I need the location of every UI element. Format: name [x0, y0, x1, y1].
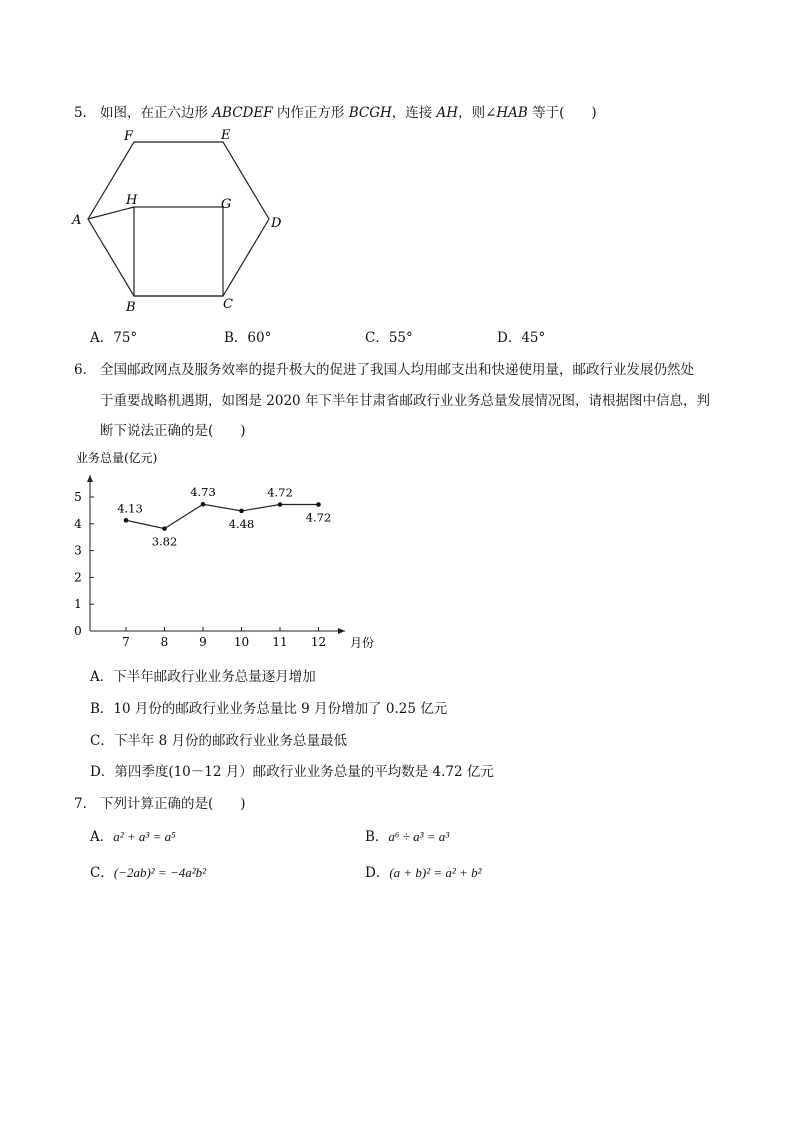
y-tick-label: 0	[74, 624, 82, 638]
q6-option-b[interactable]: B．10 月份的邮政行业业务总量比 9 月份增加了 0.25 亿元	[90, 701, 448, 717]
data-point	[239, 509, 244, 514]
q5-option-a[interactable]: A．75°	[90, 330, 138, 346]
q6-option-c[interactable]: C．下半年 8 月份的邮政行业业务总量最低	[90, 733, 348, 749]
math-expression: (−2ab)² = −4a²b²	[113, 865, 207, 880]
q5-option-b[interactable]: B．60°	[224, 330, 272, 346]
question-6-line-2: 于重要战略机遇期，如图是 2020 年下半年甘肃省邮政行业业务总量发展情况图，请根据图中信息，判	[100, 393, 710, 409]
y-tick-label: 2	[74, 570, 82, 585]
q7-option-d[interactable]: D．(a + b)² = a² + b²	[365, 865, 482, 881]
question-number: 6.	[74, 362, 87, 378]
x-axis-arrow	[338, 628, 345, 634]
question-6-line-3: 断下说法正确的是( )	[100, 423, 246, 439]
x-tick-label: 7	[122, 635, 130, 649]
q5-option-c[interactable]: C．55°	[365, 330, 413, 346]
vertex-label-e: E	[221, 128, 231, 143]
q7-option-a[interactable]: A．a² + a³ = a⁵	[90, 829, 176, 845]
y-tick-label: 4	[74, 516, 82, 531]
data-label: 4.48	[228, 516, 255, 531]
vertex-label-a: A	[72, 213, 82, 228]
q6-option-d[interactable]: D．第四季度(10－12 月）邮政行业业务总量的平均数是 4.72 亿元	[90, 764, 494, 780]
y-tick-label: 5	[74, 490, 82, 504]
y-tick-label: 3	[74, 543, 82, 558]
business-volume-line-chart	[70, 445, 380, 655]
data-label: 4.72	[305, 510, 332, 525]
square-shape	[134, 207, 223, 296]
vertex-label-b: B	[126, 300, 136, 315]
data-label: 4.73	[190, 485, 216, 500]
q7-option-b[interactable]: B．a⁶ ÷ a³ = a³	[365, 829, 450, 845]
math-expression: a⁶ ÷ a³ = a³	[388, 829, 450, 844]
question-7-stem: 7. 下列计算正确的是( )	[74, 796, 246, 812]
data-point	[316, 502, 321, 507]
question-number: 5.	[74, 105, 87, 121]
vertex-label-d: D	[271, 216, 282, 231]
x-tick-label: 12	[310, 635, 327, 649]
vertex-label-g: G	[221, 197, 232, 212]
math-expression: a² + a³ = a⁵	[113, 829, 176, 844]
x-tick-label: 11	[272, 635, 288, 649]
hexagon-shape	[88, 142, 269, 296]
q6-option-a[interactable]: A．下半年邮政行业业务总量逐月增加	[90, 669, 316, 685]
q7-option-c[interactable]: C．(−2ab)² = −4a²b²	[90, 865, 207, 881]
x-tick-label: 10	[233, 635, 250, 649]
question-number: 7.	[74, 796, 87, 812]
vertex-label-c: C	[223, 297, 233, 312]
math-expression: (a + b)² = a² + b²	[389, 865, 482, 880]
y-axis-label: 业务总量(亿元)	[76, 451, 158, 465]
vertex-label-f: F	[124, 129, 134, 144]
x-tick-label: 9	[199, 635, 207, 649]
x-tick-label: 8	[160, 635, 169, 649]
y-tick-label: 1	[74, 597, 82, 612]
y-axis-arrow	[87, 475, 93, 482]
data-point	[162, 526, 167, 531]
data-point	[278, 502, 283, 507]
vertex-label-h: H	[126, 193, 138, 208]
question-6-line-1: 6. 全国邮政网点及服务效率的提升极大的促进了我国人均用邮支出和快递使用量，邮政行业发展仍然处	[74, 362, 694, 378]
data-label: 3.82	[151, 534, 178, 549]
data-point	[124, 518, 129, 523]
x-axis-label: 月份	[350, 636, 375, 650]
segment-ah	[88, 207, 134, 219]
hexagon-square-figure	[60, 122, 300, 317]
q5-option-d[interactable]: D．45°	[497, 330, 546, 346]
data-label: 4.13	[117, 501, 143, 516]
question-5-stem: 5. 如图，在正六边形 ABCDEF 内作正方形 BCGH，连接 AH，则∠HAB 等于( )	[74, 105, 597, 121]
data-point	[201, 502, 206, 507]
series-line	[126, 504, 319, 528]
data-label: 4.72	[267, 485, 293, 500]
